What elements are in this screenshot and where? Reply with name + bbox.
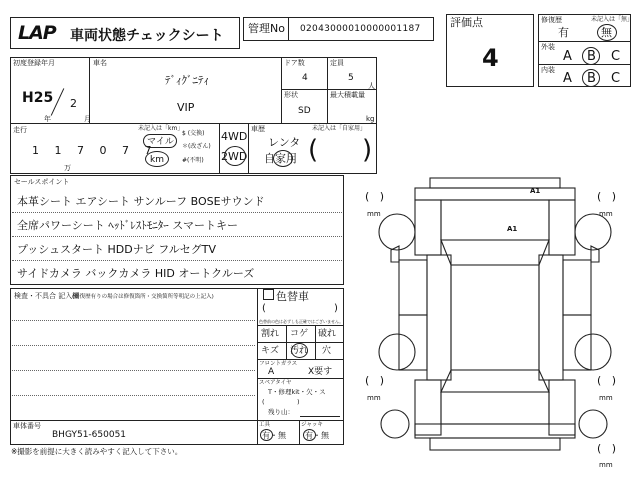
damage-mark-2: A1 bbox=[507, 225, 518, 233]
repair-note: 未記入は「無」 bbox=[591, 16, 634, 23]
jack-circle bbox=[303, 429, 316, 441]
interior-label: 内装 bbox=[541, 66, 555, 74]
name-label: 車名 bbox=[93, 59, 107, 67]
score-value: 4 bbox=[482, 44, 499, 72]
sales-line-4: サイドカメラ バックカメラ HID オートクルーズ bbox=[17, 267, 255, 280]
car-model: ﾃﾞｨｸﾞﾆﾃｨ bbox=[165, 74, 209, 87]
car-diagram: A1 A1 ( ) mm ( ) mm ( ) mm ( ) mm ( ) mm bbox=[355, 170, 640, 480]
chassis-number: BHGY51-650051 bbox=[52, 430, 127, 440]
control-label: 管理No bbox=[248, 22, 285, 35]
drive-4wd: 4WD bbox=[221, 130, 248, 143]
doors-value: 4 bbox=[302, 73, 308, 83]
exterior-label: 外装 bbox=[541, 43, 555, 51]
car-diagram-svg bbox=[355, 170, 640, 480]
sales-line-2: 全席パワーシート ﾍｯﾄﾞﾚｽﾄﾓﾆﾀｰ スマートキー bbox=[17, 219, 239, 232]
sales-line-1: 本革シート エアシート サンルーフ BOSEサウンド bbox=[17, 195, 265, 208]
damage-mark-1: A1 bbox=[530, 187, 541, 195]
sales-line-3: プッシュスタート HDDナビ フルセグTV bbox=[17, 243, 217, 256]
score-label: 評価点 bbox=[450, 16, 483, 29]
color-change-label: 色替車 bbox=[276, 290, 309, 303]
repair-no: 無 bbox=[601, 26, 612, 39]
brand-logo: LAP bbox=[18, 22, 56, 44]
repair-yes: 有 bbox=[558, 26, 569, 39]
reg-label: 初度登録年月 bbox=[13, 59, 55, 67]
exterior-b-circle bbox=[582, 47, 600, 65]
usage-circle bbox=[273, 150, 293, 167]
mileage-value: 1 1 7 0 7 7 bbox=[32, 144, 158, 157]
km-circle bbox=[145, 151, 169, 167]
repair-no-circle bbox=[597, 24, 617, 41]
reg-era: H25 bbox=[22, 90, 54, 106]
shape-value: SD bbox=[298, 106, 311, 116]
reg-month: 2 bbox=[70, 97, 77, 110]
car-grade: VIP bbox=[177, 101, 195, 114]
usage-line1: レンタ bbox=[268, 136, 301, 149]
usage-line2: 自家用 bbox=[264, 152, 297, 165]
drive-2wd-circle bbox=[224, 146, 246, 166]
control-number: 02043000010000001187 bbox=[300, 24, 421, 34]
drive-2wd: 2WD bbox=[221, 150, 248, 163]
footer-note: ※撮影を前提に大きく読みやすく記入して下さい。 bbox=[11, 447, 183, 456]
tools-circle bbox=[260, 429, 273, 441]
sheet-title: 車両状態チェックシート bbox=[70, 28, 224, 44]
interior-b-circle bbox=[582, 69, 600, 87]
repair-label: 修復歴 bbox=[541, 16, 562, 24]
capacity-value: 5 bbox=[348, 73, 354, 83]
dirt-circle bbox=[291, 343, 308, 358]
